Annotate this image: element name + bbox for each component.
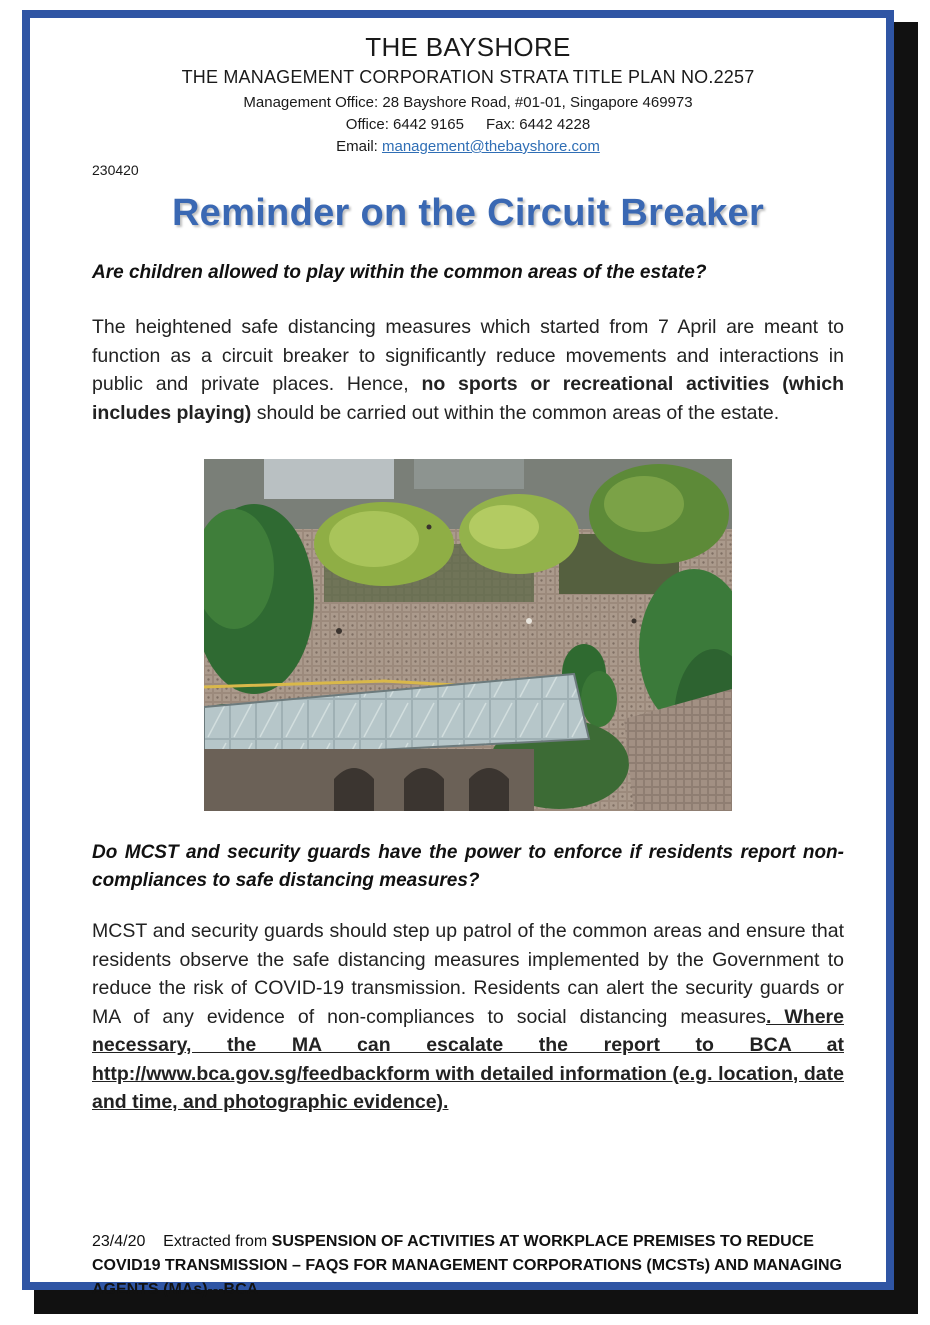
- email-label: Email:: [336, 138, 382, 155]
- email-row: [92, 136, 844, 158]
- address: Management Office: 28 Bayshore Road, #01-01, Singapore 469973: [243, 94, 693, 111]
- question-2: Do MCST and security guards have the power to enforce if residents report non-compliances to safe distancing measures?: [92, 842, 844, 891]
- email-link[interactable]: management@thebayshore.com: [381, 138, 600, 155]
- footer-source: SUSPENSION OF ACTIVITIES AT WORKPLACE PREMISES TO REDUCE COVID19 TRANSMISSION – FAQS FOR MANAGEMENT CORPORATIONS (MCSTs) AND MANAGING AGENTS (MAs)---BCA: [92, 1233, 842, 1298]
- contact-row: [92, 114, 844, 136]
- footer-extracted-label: Extracted from: [163, 1233, 272, 1250]
- answer-2: [92, 917, 844, 1117]
- answer-2-underlined: . Where necessary, the MA can escalate the report to BCA at http://www.bca.gov.sg/feedbackform with detailed information (e.g. location, date and time, and photographic evidence).: [92, 1005, 844, 1113]
- building-name: THE BAYSHORE: [365, 32, 571, 62]
- letterhead: [92, 32, 844, 158]
- office-phone: Office: 6442 9165: [345, 116, 464, 133]
- answer-1-text-a: The heightened safe distancing measures which started from 7 April are meant to function as a circuit breaker to significantly reduce movements and interactions in public and private places. Hence,: [92, 316, 844, 395]
- notice-title: Reminder on the Circuit Breaker: [171, 192, 765, 234]
- mcst-line: THE MANAGEMENT CORPORATION STRATA TITLE PLAN NO.2257: [181, 67, 755, 87]
- footer-note: [92, 1230, 844, 1302]
- answer-1-text-b: should be carried out within the common areas of the estate.: [251, 401, 780, 424]
- question-1: Are children allowed to play within the common areas of the estate?: [92, 262, 707, 283]
- answer-2-text: MCST and security guards should step up patrol of the common areas and ensure that residents observe the safe distancing measures implemented by the Government to reduce the risk of COVID-19 transmission. Residents can alert the security guards or MA of any evidence of non-compliances to social distancing measures: [92, 920, 844, 1028]
- notice-frame: [22, 10, 894, 1298]
- fax-number: Fax: 6442 4228: [485, 116, 591, 133]
- answer-1: [92, 313, 844, 427]
- answer-1-bold: no sports or recreational activities (which includes playing): [92, 373, 844, 424]
- notice-content: [92, 18, 844, 1298]
- reference-number: 230420: [92, 162, 139, 178]
- footer-date: 23/4/20: [92, 1233, 146, 1250]
- courtyard-photo: [204, 459, 732, 811]
